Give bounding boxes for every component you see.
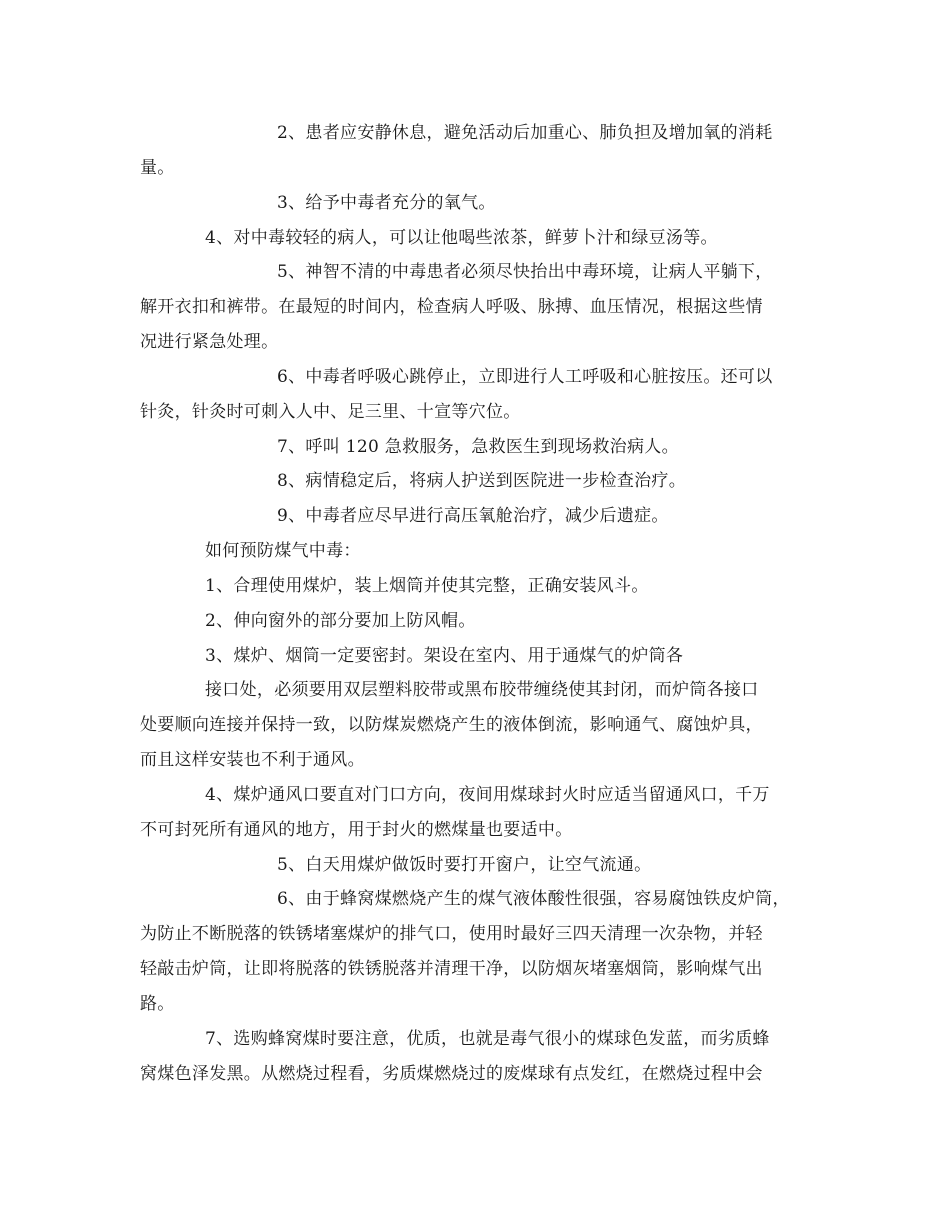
text-line: 轻敲击炉筒，让即将脱落的铁锈脱落并清理干净，以防烟灰堵塞烟筒，影响煤气出 bbox=[140, 959, 763, 979]
text-line: 而且这样安装也不利于通风。 bbox=[140, 750, 365, 770]
text-line: 3、煤炉、烟筒一定要密封。架设在室内、用于通煤气的炉筒各 bbox=[205, 646, 684, 666]
text-line: 9、中毒者应尽早进行高压氧舱治疗，减少后遗症。 bbox=[277, 506, 669, 526]
text-line: 接口处，必须要用双层塑料胶带或黑布胶带缠绕使其封闭，而炉筒各接口 bbox=[205, 680, 759, 700]
text-line: 7、选购蜂窝煤时要注意，优质，也就是毒气很小的煤球色发蓝，而劣质蜂 bbox=[205, 1029, 770, 1049]
text-line: 量。 bbox=[140, 158, 175, 178]
text-line: 7、呼叫 120 急救服务，急救医生到现场救治病人。 bbox=[277, 437, 679, 457]
text-line: 5、神智不清的中毒患者必须尽快抬出中毒环境，让病人平躺下， bbox=[277, 262, 773, 282]
text-line: 针灸，针灸时可刺入人中、足三里、十宣等穴位。 bbox=[140, 402, 521, 422]
text-line: 窝煤色泽发黑。从燃烧过程看，劣质煤燃烧过的废煤球有点发红，在燃烧过程中会 bbox=[140, 1064, 763, 1084]
text-line: 3、给予中毒者充分的氧气。 bbox=[277, 193, 496, 213]
text-line: 况进行紧急处理。 bbox=[140, 332, 279, 352]
text-line: 4、对中毒较轻的病人，可以让他喝些浓茶，鲜萝卜汁和绿豆汤等。 bbox=[205, 228, 718, 248]
text-line: 6、由于蜂窝煤燃烧产生的煤气液体酸性很强，容易腐蚀铁皮炉筒， bbox=[277, 889, 790, 909]
text-line: 处要顺向连接并保持一致，以防煤炭燃烧产生的液体倒流，影响通气、腐蚀炉具， bbox=[140, 715, 763, 735]
section-heading: 如何预防煤气中毒： bbox=[205, 541, 361, 561]
text-line: 8、病情稳定后，将病人护送到医院进一步检查治疗。 bbox=[277, 471, 687, 491]
text-line: 解开衣扣和裤带。在最短的时间内，检查病人呼吸、脉搏、血压情况，根据这些情 bbox=[140, 297, 763, 317]
text-line: 2、伸向窗外的部分要加上防风帽。 bbox=[205, 611, 476, 631]
text-line: 路。 bbox=[140, 994, 175, 1014]
text-line: 1、合理使用煤炉，装上烟筒并使其完整，正确安装风斗。 bbox=[205, 576, 649, 596]
text-line: 2、患者应安静休息，避免活动后加重心、肺负担及增加氧的消耗 bbox=[277, 123, 773, 143]
text-line: 6、中毒者呼吸心跳停止，立即进行人工呼吸和心脏按压。还可以 bbox=[277, 367, 773, 387]
text-line: 不可封死所有通风的地方，用于封火的燃煤量也要适中。 bbox=[140, 820, 573, 840]
text-line: 5、白天用煤炉做饭时要打开窗户，让空气流通。 bbox=[277, 855, 652, 875]
text-line: 为防止不断脱落的铁锈堵塞煤炉的排气口，使用时最好三四天清理一次杂物，并轻 bbox=[140, 924, 763, 944]
text-line: 4、煤炉通风口要直对门口方向，夜间用煤球封火时应适当留通风口，千万 bbox=[205, 785, 770, 805]
